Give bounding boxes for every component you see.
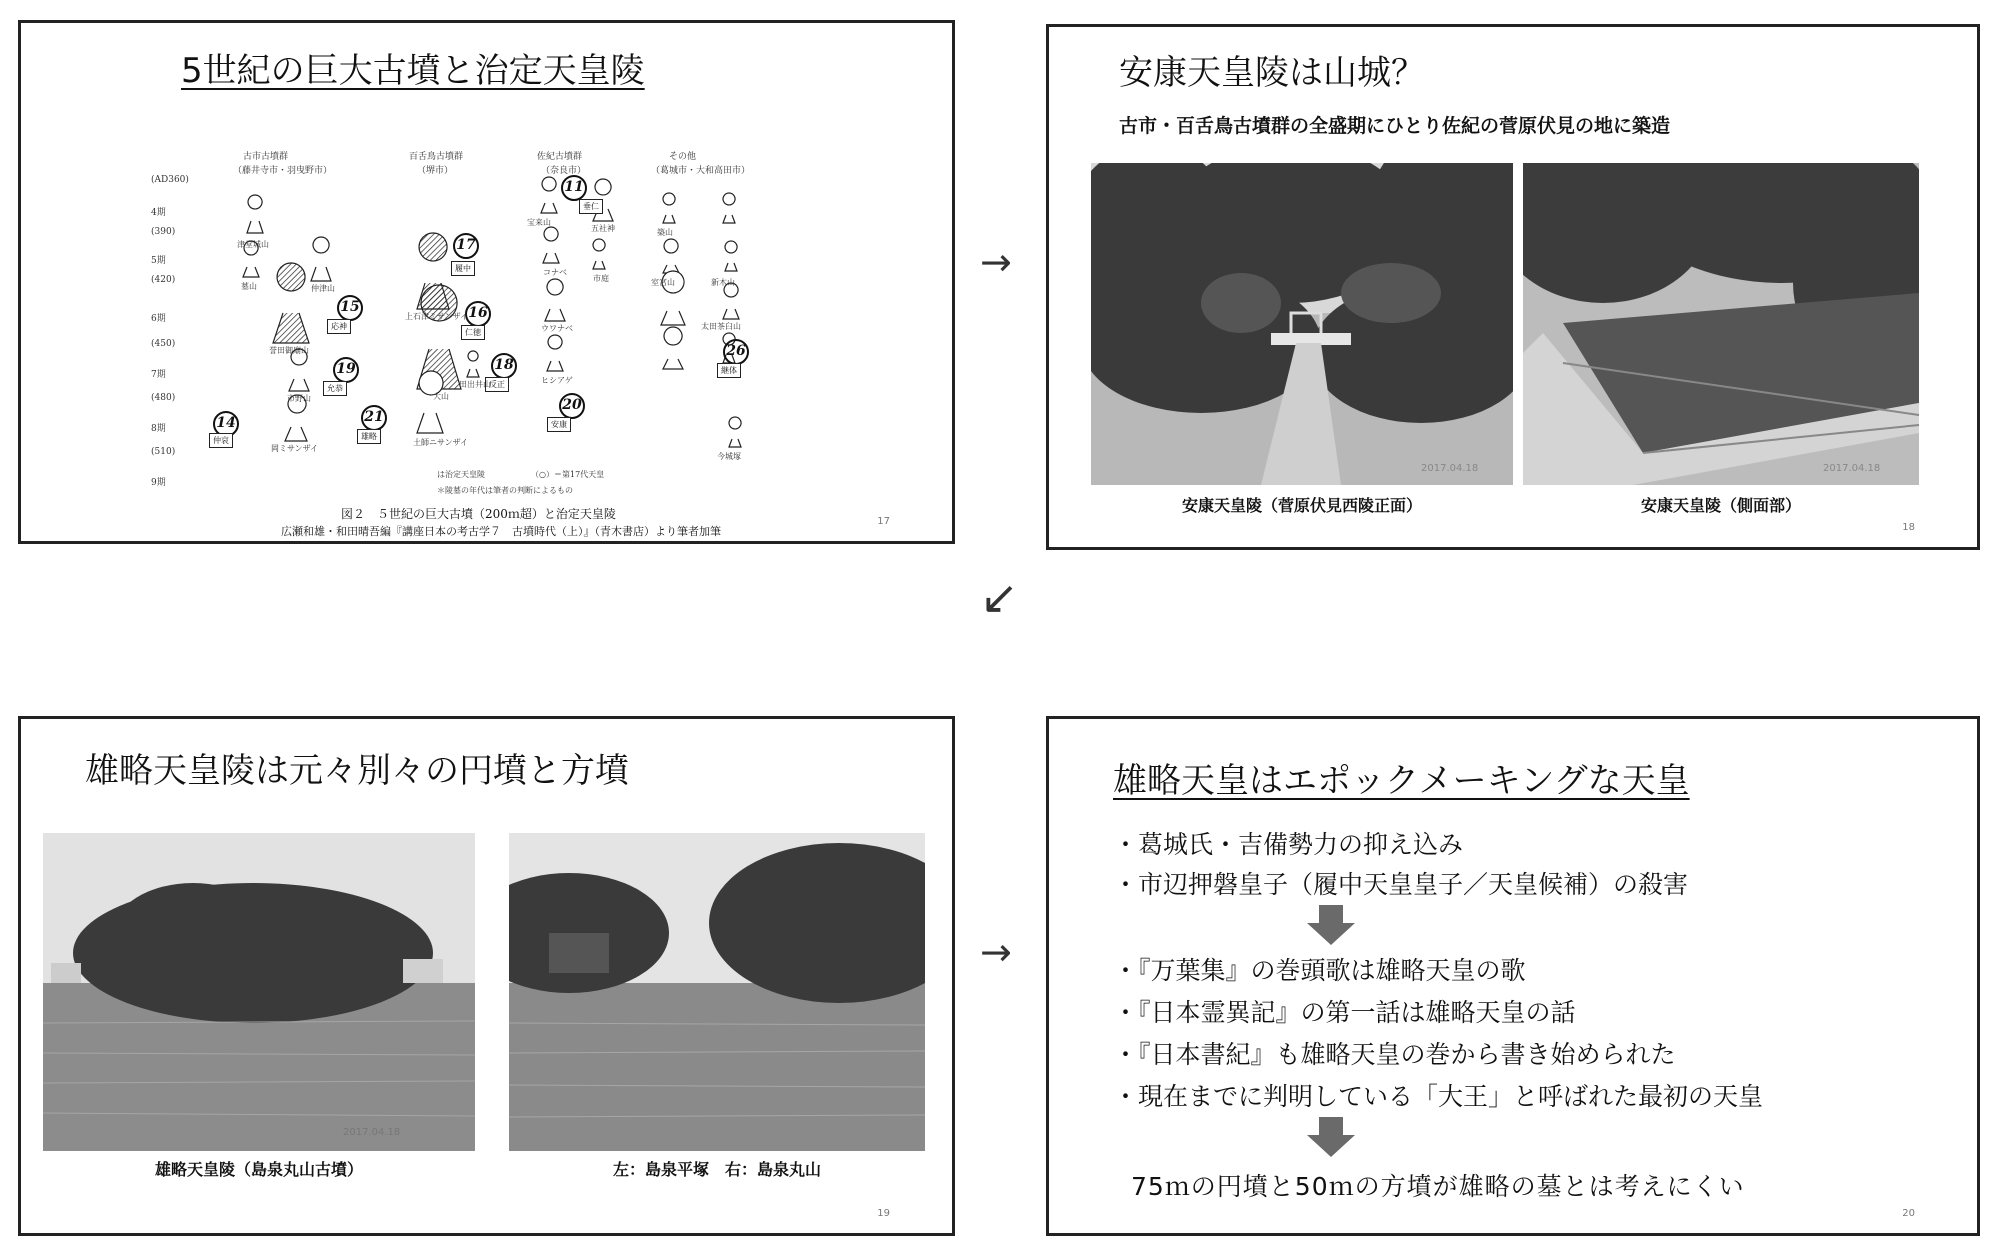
photo-caption: 安康天皇陵（菅原伏見西陵正面） — [1181, 496, 1422, 515]
mound-label: 室宮山 — [651, 278, 675, 287]
bullet-item: ・『日本霊異記』の第一話は雄略天皇の話 — [1113, 998, 1576, 1027]
column-subheader: （奈良市） — [541, 166, 587, 176]
emperor-name-box: 垂仁 — [579, 199, 603, 214]
mound-label: 上石津ミサンザイ — [405, 312, 469, 321]
emperor-name-box: 仲哀 — [209, 433, 233, 448]
slide-title: 雄略天皇陵は元々別々の円墳と方墳 — [85, 751, 629, 791]
down-arrow-icon — [1307, 905, 1355, 945]
emperor-number-badge: 18 — [491, 353, 517, 379]
era-label: 6期 — [151, 314, 166, 324]
mound-label: 今城塚 — [717, 452, 741, 461]
slide-subtitle: 古市・百舌鳥古墳群の全盛期にひとり佐紀の菅原伏見の地に築造 — [1119, 115, 1671, 137]
era-label: (480) — [151, 393, 176, 403]
bullet-item: ・現在までに判明している「大王」と呼ばれた最初の天皇 — [1113, 1082, 1764, 1111]
column-subheader: （葛城市・大和高田市） — [651, 166, 751, 176]
slide-18 — [1046, 24, 1980, 550]
emperor-name-box: 安康 — [547, 417, 571, 432]
slide-title: 安康天皇陵は山城？ — [1119, 53, 1425, 93]
emperor-name-box: 雄略 — [357, 429, 381, 444]
mound-label: 市野山 — [287, 394, 311, 403]
emperor-number-badge: 15 — [337, 295, 363, 321]
photo-trees-path-image — [1091, 163, 1513, 485]
mound-label: 誉田御廟山 — [269, 346, 309, 355]
figure-caption: 図２ ５世紀の巨大古墳（200ｍ超）と治定天皇陵 — [341, 507, 616, 521]
photo-date-stamp: 2017.04.18 — [1823, 463, 1881, 474]
slide-17 — [18, 20, 955, 544]
emperor-number-badge: 14 — [213, 411, 239, 437]
emperor-number-badge: 21 — [361, 405, 387, 431]
photo-date-stamp: 2017.04.18 — [343, 1127, 401, 1138]
era-label: 4期 — [151, 208, 166, 218]
photo-ankou-front — [1091, 163, 1513, 485]
bullet-item: ・葛城氏・吉備勢力の抑え込み — [1113, 830, 1464, 859]
column-header: その他 — [669, 152, 697, 162]
legend-item: ＊陵墓の年代は筆者の判断によるもの — [437, 486, 573, 495]
emperor-number-badge: 16 — [465, 301, 491, 327]
emperor-name-box: 継体 — [717, 363, 741, 378]
era-label: 7期 — [151, 370, 166, 380]
photo-hiratsuka-maruyama — [509, 833, 925, 1151]
page-number: 19 — [877, 1208, 890, 1219]
column-header: 古市古墳群 — [243, 152, 289, 162]
bullet-item: ・『万葉集』の巻頭歌は雄略天皇の歌 — [1113, 956, 1526, 985]
legend-item: は治定天皇陵 — [437, 470, 485, 479]
down-arrow-icon — [1307, 1117, 1355, 1157]
mound-label: 墓山 — [241, 282, 257, 291]
emperor-name-box: 允恭 — [323, 381, 347, 396]
era-label: 9期 — [151, 478, 166, 488]
slide-19 — [18, 716, 955, 1236]
column-subheader: （藤井寺市・羽曳野市） — [233, 166, 333, 176]
emperor-name-box: 仁徳 — [461, 325, 485, 340]
legend-item: （○）＝第17代天皇 — [531, 470, 605, 479]
page-number: 18 — [1902, 522, 1915, 533]
photo-date-stamp: 2017.04.18 — [1421, 463, 1479, 474]
photo-maruyama-kofun — [43, 833, 475, 1151]
mound-label: 土師ニサンザイ — [413, 438, 469, 447]
photo-caption: 雄略天皇陵（島泉丸山古墳） — [154, 1160, 363, 1179]
photo-island-pond-image — [43, 833, 475, 1151]
slide-title: 雄略天皇はエポックメーキングな天皇 — [1113, 761, 1690, 801]
photo-caption: 安康天皇陵（側面部） — [1640, 496, 1801, 515]
mound-label: 新木山 — [711, 278, 735, 287]
column-subheader: （堺市） — [417, 166, 454, 176]
mound-label: 市庭 — [593, 274, 609, 283]
era-label: (450) — [151, 339, 176, 349]
mound-label: ヒシアゲ — [541, 376, 573, 385]
emperor-name-box: 応神 — [327, 319, 351, 334]
emperor-number-badge: 17 — [453, 233, 479, 259]
mound-label: 宝来山 — [527, 218, 551, 227]
mound-label: コナベ — [543, 268, 567, 277]
mound-label: 築山 — [657, 228, 673, 237]
emperor-name-box: 履中 — [451, 261, 475, 276]
mound-label: 津堂城山 — [237, 240, 269, 249]
column-header: 百舌鳥古墳群 — [409, 152, 464, 162]
photo-caption: 左：島泉平塚 右：島泉丸山 — [612, 1160, 821, 1179]
emperor-number-badge: 19 — [333, 357, 359, 383]
emperor-number-badge: 26 — [723, 339, 749, 365]
flow-arrow-right: → — [980, 240, 1012, 284]
era-label: (390) — [151, 227, 176, 237]
photo-two-mounds-image — [509, 833, 925, 1151]
emperor-number-badge: 11 — [561, 175, 587, 201]
mound-label: 岡ミサンザイ — [271, 444, 319, 453]
photo-hedge-wall-image — [1523, 163, 1919, 485]
bullet-item: ・『日本書紀』も雄略天皇の巻から書き始められた — [1113, 1040, 1676, 1069]
slide-20 — [1046, 716, 1980, 1236]
page-number: 17 — [877, 516, 890, 527]
conclusion-text: 75ｍの円墳と50ｍの方墳が雄略の墓とは考えにくい — [1131, 1172, 1745, 1201]
page-number: 20 — [1902, 1208, 1915, 1219]
mound-label: 五社神 — [591, 224, 615, 233]
era-label: 8期 — [151, 424, 166, 434]
column-header: 佐紀古墳群 — [537, 152, 583, 162]
era-label: (AD360) — [151, 175, 189, 185]
tumulus-chart-figure — [151, 143, 791, 538]
emperor-name-box: 反正 — [485, 377, 509, 392]
mound-label: 太田茶臼山 — [701, 322, 741, 331]
mound-label: ウワナベ — [541, 324, 573, 333]
mound-label: 仲津山 — [311, 284, 335, 293]
era-label: (420) — [151, 275, 176, 285]
flow-arrow-right: → — [980, 930, 1012, 974]
slide-title: 5世紀の巨大古墳と治定天皇陵 — [181, 51, 645, 91]
era-label: (510) — [151, 447, 176, 457]
photo-ankou-side — [1523, 163, 1919, 485]
era-label: 5期 — [151, 256, 166, 266]
bullet-item: ・市辺押磐皇子（履中天皇皇子／天皇候補）の殺害 — [1113, 870, 1689, 899]
mound-label: 田出井山 — [459, 380, 491, 389]
mound-label: 大山 — [433, 392, 449, 401]
flow-arrow-down-left: ↙ — [980, 570, 1019, 624]
emperor-number-badge: 20 — [559, 393, 585, 419]
figure-source: 広瀬和雄・和田晴吾編『講座日本の考古学７ 古墳時代（上）』（青木書店）より筆者加筆 — [281, 525, 721, 538]
